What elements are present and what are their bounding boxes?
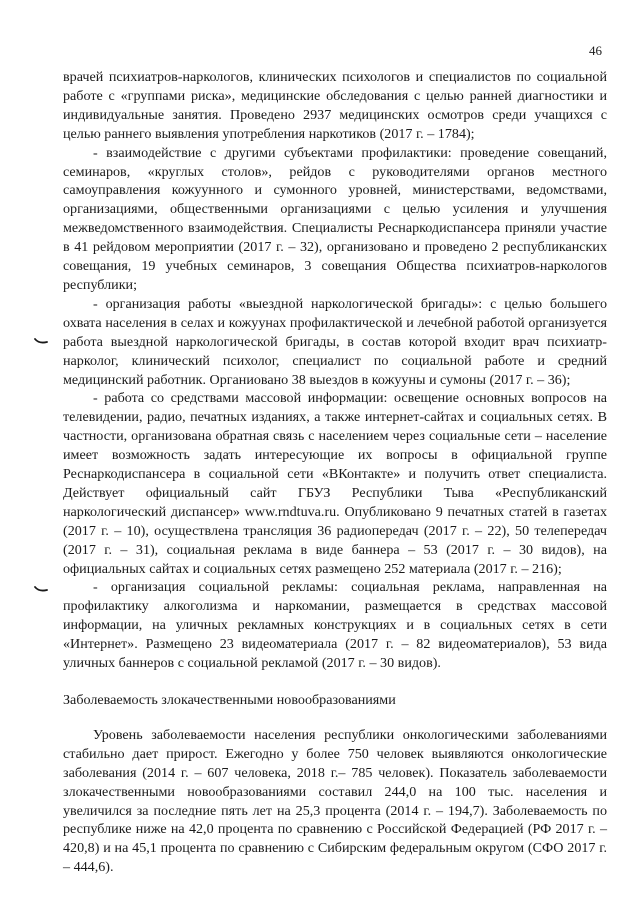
paragraph-mass-media: - работа со средствами массовой информации: освещение основных вопросов на телевидении, радио, печатных изданиях, а также интернет-сайтах и социальных сетях. В частности, организована обратная связь с населением через социальные сети – население имеет возможность задать интересующие их вопросы в официальной группе Реснаркодиспансера в социальной сети «ВКонтакте» и получить ответ специалиста. Действует официальный сайт ГБУЗ Республики Тыва «Республиканский наркологический диспансер» www.rndtuva.ru. Опубликовано 9 печатных статей в газетах (2017 г. – 10), осуществлена трансляция 36 радиопередач (2017 г. – 22), 50 телепередач (2017 г. – 31), социальная реклама в виде баннера – 53 (2017 г. – 30 видов), на официальных сайтах и социальных сетях размещено 252 материала (2017 г. – 216); <box>63 390 607 577</box>
paragraph-continuation: врачей психиатров-наркологов, клинических психологов и специалистов по социальной работе с «группами риска», медицинские обследования с целью ранней диагностики и индивидуальные занятия. Проведено 2937 медицинских осмотров среди учащихся с целью раннего выявления употребления наркотиков (2017 г. – 1784); <box>63 69 607 142</box>
paragraph-mobile-brigade: - организация работы «выездной наркологической бригады»: с целью большего охвата населения в селах и кожуунах профилактической и лечебной работой организуется работа выездной наркологической бригады, в состав которой входит врач психиатр-нарколог, клинический психолог, специалист по социальной работе и средний медицинский работник. Органиовано 38 выездов в кожууны и сумоны (2017 г. – 36); <box>63 295 607 388</box>
paragraph-cancer-incidence: Уровень заболеваемости населения республики онкологическими заболеваниями стабильно дает прирост. Ежегодно у более 750 человек выявляются онкологические заболевания (2014 г. – 607 человека, 2018 г.– 785 человек). Показатель заболеваемости злокачественными новообразованиями составил 244,0 на 100 тыс. населения и увеличился за последние пять лет на 25,3 процента (2014 г. – 194,7). Заболеваемость по республике ниже на 42,0 процента по сравнению с Российской Федерацией (РФ 2017 г. – 420,8) и на 45,1 процента по сравнению с Сибирским федеральным округом (СФО 2017 г. – 444,6). <box>63 726 607 876</box>
section-heading: Заболеваемость злокачественными новообразованиями <box>63 692 396 708</box>
paragraph-social-advertising: - организация социальной рекламы: социальная реклама, направленная на профилактику алкоголизма и наркомании, размещается в средствах массовой информации, на уличных рекламных конструкциях и в социальных сетях в сети «Интернет». Размещено 23 видеоматериала (2017 г. – 82 видеоматериалов), 53 вида уличных баннеров с социальной рекламой (2017 г. – 30 видов). <box>63 579 607 672</box>
page-number: 46 <box>589 43 602 58</box>
document-body <box>63 68 607 877</box>
checkmark-tick-icon <box>34 337 48 345</box>
paragraph-interagency-cooperation: - взаимодействие с другими субъектами профилактики: проведение совещаний, семинаров, «круглых столов», рейдов с руководителями органов местного самоуправления кожуунного и сумонного уровней, министерствами, ведомствами, организациями, общественными организациями с целью усиления и улучшения межведомственного взаимодействия. Специалисты Реснаркодиспансера приняли участие в 41 рейдовом мероприятии (2017 г. – 32), организовано и проведено 2 республиканских совещания, 19 учебных семинаров, 3 совещания Общества психиатров-наркологов республики; <box>63 144 607 293</box>
checkmark-tick-icon <box>34 585 48 593</box>
